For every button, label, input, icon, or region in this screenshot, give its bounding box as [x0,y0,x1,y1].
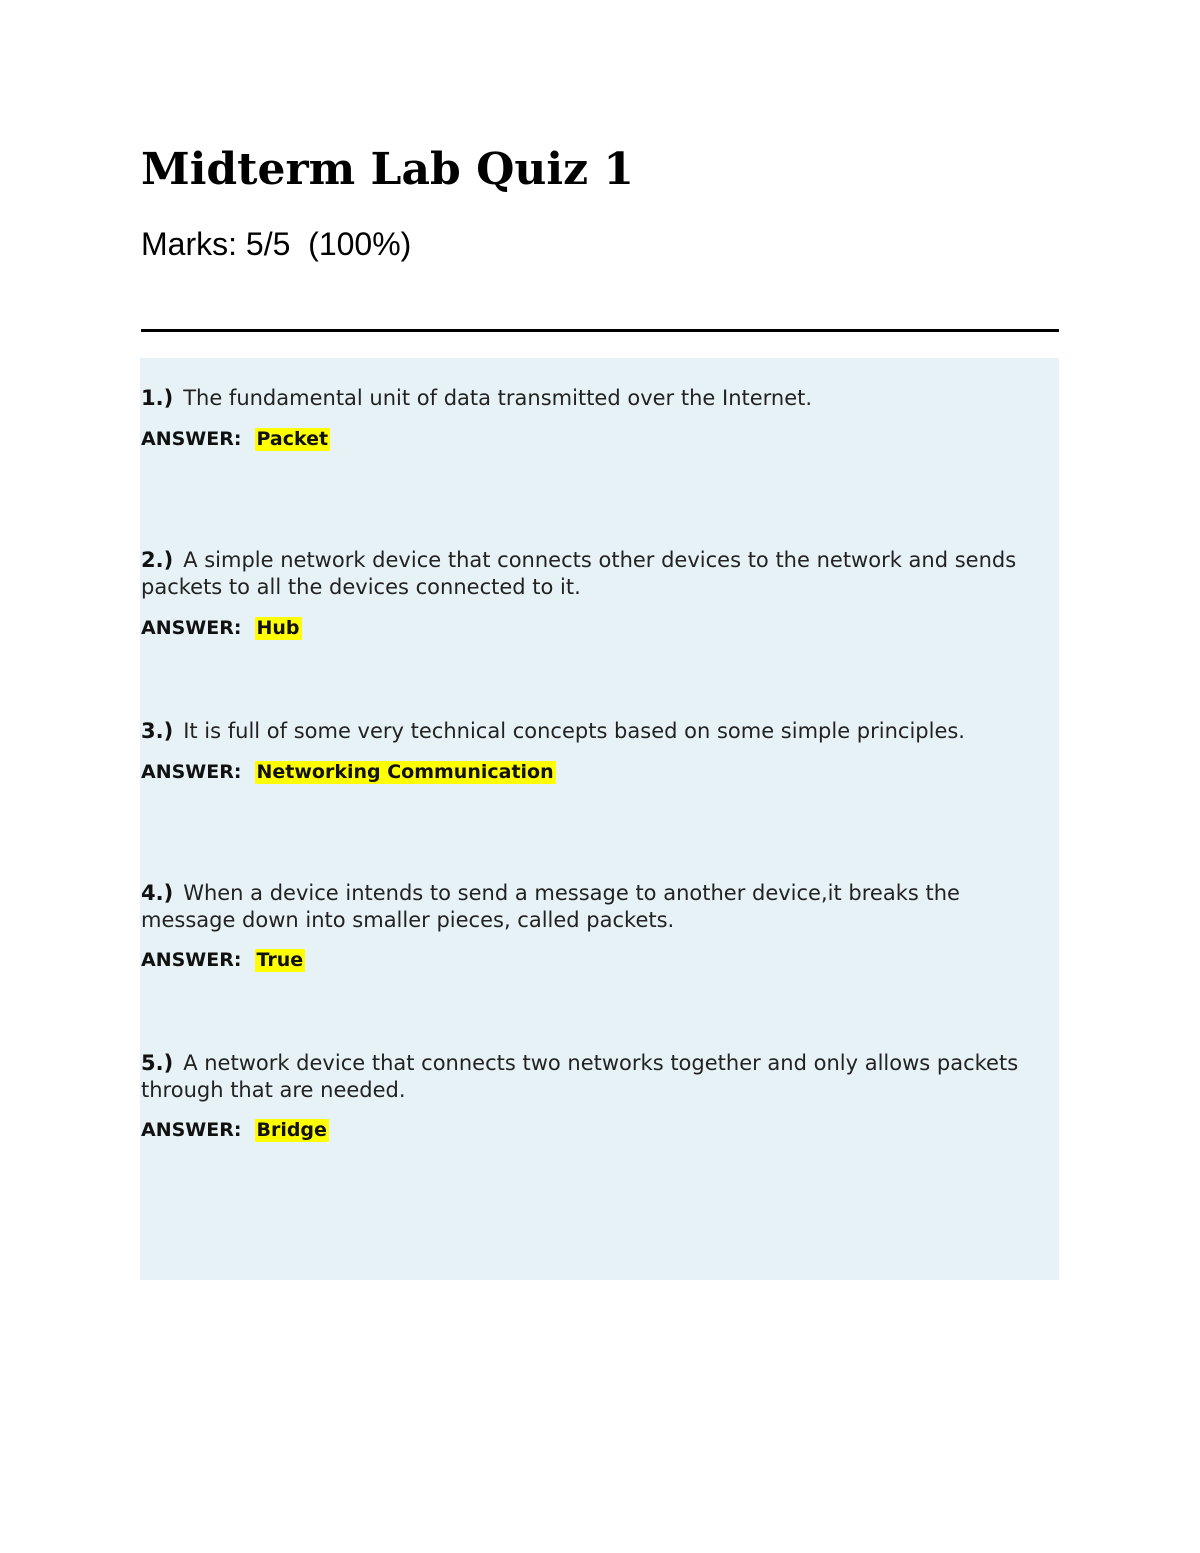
question-number: 2.) [141,548,174,572]
answer-label: ANSWER: [141,949,242,971]
question-number: 4.) [141,881,174,905]
answer-label: ANSWER: [141,761,242,783]
answer-4 [141,947,305,973]
question-text: When a device intends to send a message to another device,it breaks the message down into smaller pieces, called packets. [141,881,960,932]
question-text: A simple network device that connects other devices to the network and sends packets to all the devices connected to it. [141,548,1017,599]
answer-value: Networking Communication [256,761,554,783]
question-number: 3.) [141,719,174,743]
question-2 [141,547,1041,601]
question-text: The fundamental unit of data transmitted over the Internet. [183,386,813,410]
answer-label: ANSWER: [141,1119,242,1141]
question-number: 5.) [141,1051,174,1075]
question-number: 1.) [141,386,174,410]
answer-2 [141,615,302,641]
answer-1 [141,426,330,452]
answer-value: Hub [256,617,300,639]
answer-value: Bridge [256,1119,327,1141]
question-text: A network device that connects two networks together and only allows packets through that are needed. [141,1051,1019,1102]
answer-value: Packet [256,428,329,450]
marks-score: Marks: 5/5 (100%) [141,226,412,262]
question-3 [141,718,1041,745]
answer-5 [141,1117,329,1143]
answer-3 [141,759,556,785]
answer-label: ANSWER: [141,617,242,639]
answer-value: True [256,949,304,971]
answer-label: ANSWER: [141,428,242,450]
page-title: Midterm Lab Quiz 1 [141,144,635,195]
question-5 [141,1050,1041,1104]
question-text: It is full of some very technical concepts based on some simple principles. [183,719,965,743]
divider [141,329,1059,332]
question-4 [141,880,1041,934]
question-1 [141,385,1041,412]
